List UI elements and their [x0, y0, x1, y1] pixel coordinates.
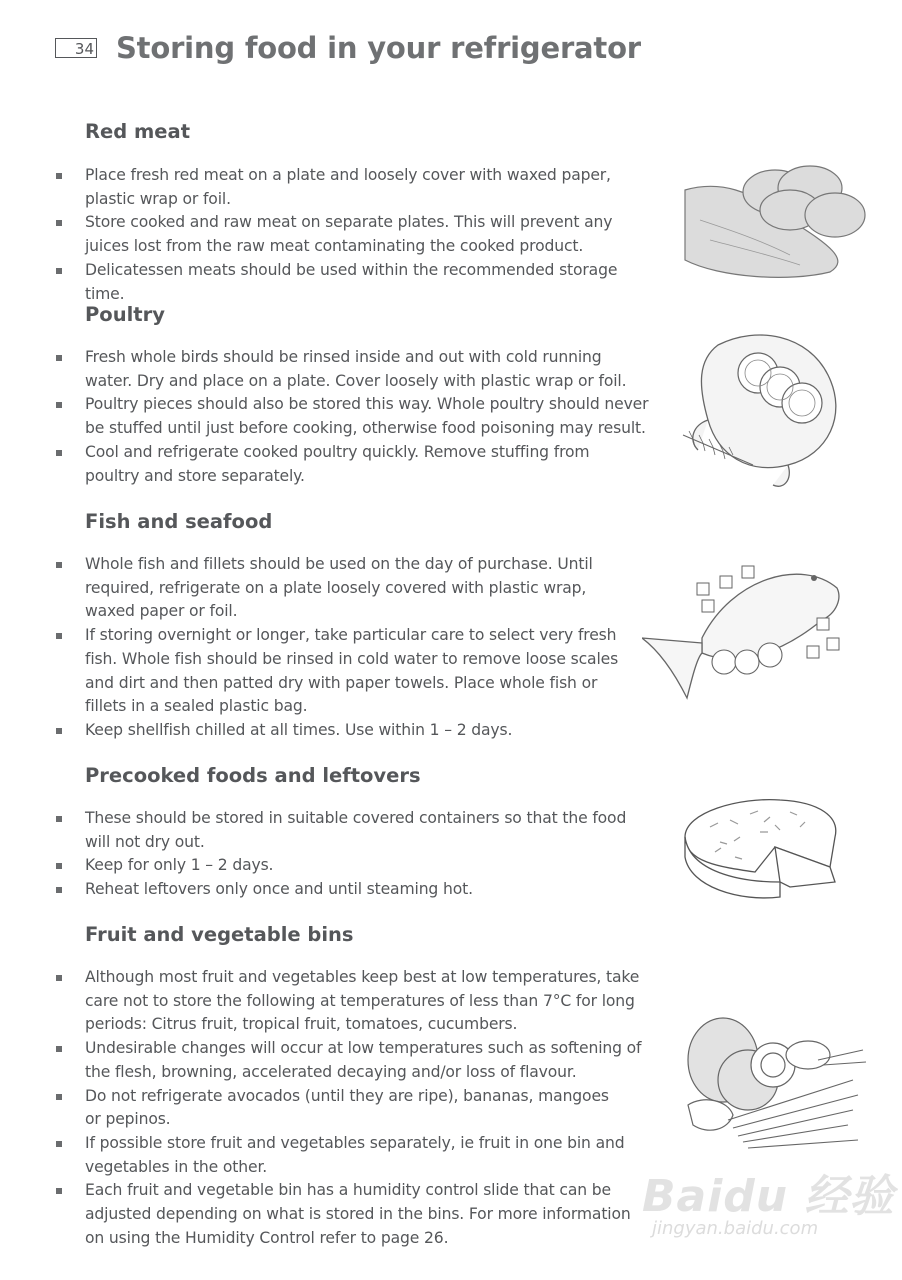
- bullet-list: [0, 164, 660, 306]
- raw-meat-icon: [680, 160, 870, 280]
- bullet-list: [0, 346, 660, 488]
- section-title: Fruit and vegetable bins: [85, 923, 354, 946]
- vegetables-icon: [668, 1010, 868, 1160]
- list-item: Keep for only 1 – 2 days.: [0, 854, 660, 878]
- page-title: Storing food in your refrigerator: [116, 31, 641, 65]
- bullet-list: [0, 553, 660, 743]
- list-item: Store cooked and raw meat on separate plates. This will prevent any juices lost from the raw meat contaminating the cooked product.: [0, 211, 660, 258]
- bullet-list: [0, 966, 660, 1250]
- list-item: Each fruit and vegetable bin has a humidity control slide that can be adjusted depending on what is stored in the bins. For more information on using the Humidity Control refer to page 26.: [0, 1179, 660, 1250]
- page-number: 34: [55, 38, 97, 58]
- quiche-icon: [680, 792, 860, 912]
- list-item: If possible store fruit and vegetables separately, ie fruit in one bin and vegetables in the other.: [0, 1132, 660, 1179]
- list-item: Keep shellfish chilled at all times. Use within 1 – 2 days.: [0, 719, 660, 743]
- roast-chicken-icon: [678, 325, 858, 495]
- list-item: Place fresh red meat on a plate and loosely cover with waxed paper, plastic wrap or foil.: [0, 164, 660, 211]
- list-item: Whole fish and fillets should be used on the day of purchase. Until required, refrigerate on a plate loosely covered with plastic wrap, waxed paper or foil.: [0, 553, 660, 624]
- watermark-url: jingyan.baidu.com: [652, 1218, 819, 1239]
- list-item: These should be stored in suitable covered containers so that the food will not dry out.: [0, 807, 660, 854]
- section-title: Poultry: [85, 303, 165, 326]
- list-item: Although most fruit and vegetables keep best at low temperatures, take care not to store the following at temperatures of less than 7°C for long periods: Citrus fruit, tropical fruit, tomatoes, cucumbers.: [0, 966, 660, 1037]
- list-item: If storing overnight or longer, take particular care to select very fresh fish. Whole fish should be rinsed in cold water to remove loose scales and dirt and then patted dry with paper towels. Place whole fish or fillets in a sealed plastic bag.: [0, 624, 660, 719]
- bullet-list: [0, 807, 660, 902]
- watermark-brand: Baidu 经验: [642, 1171, 895, 1222]
- list-item: Fresh whole birds should be rinsed inside and out with cold running water. Dry and place on a plate. Cover loosely with plastic wrap or foil.: [0, 346, 660, 393]
- section-title: Fish and seafood: [85, 510, 273, 533]
- baidu-watermark: [642, 1148, 895, 1258]
- list-item: Cool and refrigerate cooked poultry quickly. Remove stuffing from poultry and store separately.: [0, 441, 660, 488]
- list-item: Undesirable changes will occur at low temperatures such as softening of the flesh, browning, accelerated decaying and/or loss of flavour.: [0, 1037, 660, 1084]
- fish-icon: [642, 558, 852, 708]
- section-title: Red meat: [85, 120, 191, 143]
- list-item: Reheat leftovers only once and until steaming hot.: [0, 878, 660, 902]
- list-item: Delicatessen meats should be used within the recommended storage time.: [0, 259, 660, 306]
- list-item: Do not refrigerate avocados (until they are ripe), bananas, mangoes or pepinos.: [0, 1085, 660, 1132]
- section-title: Precooked foods and leftovers: [85, 764, 421, 787]
- list-item: Poultry pieces should also be stored this way. Whole poultry should never be stuffed until just before cooking, otherwise food poisoning may result.: [0, 393, 660, 440]
